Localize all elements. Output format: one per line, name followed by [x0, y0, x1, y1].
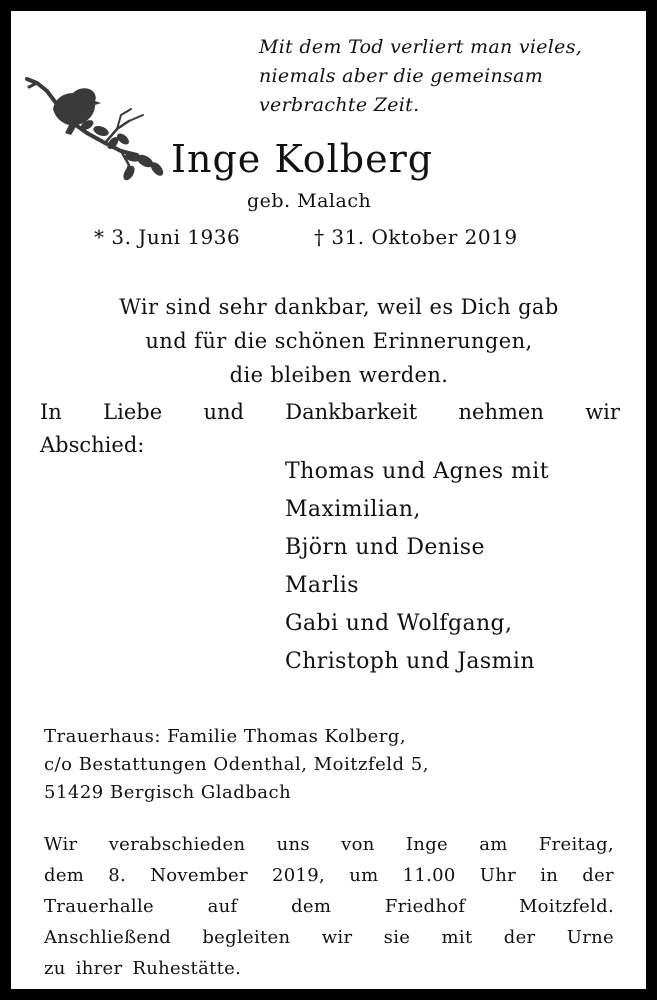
- ceremony-word: Uhr: [479, 865, 517, 886]
- birth-name: geb. Malach: [247, 190, 372, 212]
- ceremony-word: begleiten: [202, 927, 291, 948]
- ceremony-word: mit: [441, 927, 473, 948]
- ceremony-word: Friedhof: [384, 896, 466, 917]
- ceremony-word: der: [503, 927, 536, 948]
- memorial-quote: [259, 33, 629, 120]
- farewell-line: Abschied:: [40, 433, 145, 457]
- farewell-word: und: [203, 400, 244, 424]
- death-date: † 31. Oktober 2019: [314, 225, 518, 249]
- ceremony-word: dem: [44, 865, 85, 886]
- family-member: Christoph und Jasmin: [285, 649, 535, 674]
- gratitude-text: [41, 290, 637, 392]
- bird-on-branch-icon: [25, 77, 173, 189]
- ceremony-word: Ruhestätte.: [132, 958, 242, 979]
- gratitude-line: Wir sind sehr dankbar, weil es Dich gab: [119, 295, 559, 319]
- ceremony-word: in: [540, 865, 559, 886]
- farewell-word: nehmen: [458, 400, 544, 424]
- ceremony-line: [44, 922, 614, 953]
- ceremony-line: [44, 891, 614, 922]
- ceremony-line: [44, 953, 614, 984]
- ceremony-word: wir: [321, 927, 353, 948]
- mourning-house-address: [44, 723, 429, 807]
- ceremony-word: sie: [383, 927, 411, 948]
- ceremony-word: Inge: [405, 834, 448, 855]
- farewell-word: Dankbarkeit: [285, 400, 418, 424]
- family-member: Marlis: [285, 573, 359, 598]
- address-line: 51429 Bergisch Gladbach: [44, 782, 292, 803]
- ceremony-word: der: [582, 865, 614, 886]
- quote-line: verbrachte Zeit.: [259, 94, 420, 116]
- family-member: Thomas und Agnes mit: [285, 459, 549, 484]
- ceremony-word: 11.00: [402, 865, 456, 886]
- ceremony-word: ihrer: [75, 958, 123, 979]
- family-member: Björn und Denise: [285, 535, 485, 560]
- ceremony-word: um: [349, 865, 379, 886]
- quote-line: niemals aber die gemeinsam: [259, 65, 544, 87]
- ceremony-word: von: [341, 834, 375, 855]
- ceremony-word: Anschließend: [44, 927, 172, 948]
- ceremony-word: dem: [291, 896, 332, 917]
- quote-line: Mit dem Tod verliert man vieles,: [259, 36, 583, 58]
- ceremony-word: Moitzfeld.: [518, 896, 614, 917]
- birth-date: * 3. Juni 1936: [94, 225, 241, 249]
- ceremony-word: 8.: [108, 865, 127, 886]
- ceremony-word: Urne: [566, 927, 614, 948]
- farewell-word: Liebe: [103, 400, 163, 424]
- farewell-word: wir: [585, 400, 620, 424]
- ceremony-word: 2019,: [272, 865, 326, 886]
- ceremony-word: verabschieden: [108, 834, 246, 855]
- farewell-line: [40, 396, 620, 429]
- gratitude-line: und für die schönen Erinnerungen,: [145, 329, 533, 353]
- ceremony-word: Freitag,: [538, 834, 614, 855]
- address-line: Trauerhaus: Familie Thomas Kolberg,: [44, 726, 407, 747]
- family-member: Gabi und Wolfgang,: [285, 611, 513, 636]
- ceremony-word: Wir: [44, 834, 78, 855]
- family-list: [285, 453, 549, 681]
- gratitude-line: die bleiben werden.: [229, 363, 449, 387]
- address-line: c/o Bestattungen Odenthal, Moitzfeld 5,: [44, 754, 429, 775]
- ceremony-line: [44, 860, 614, 891]
- ceremony-word: am: [479, 834, 508, 855]
- family-member: Maximilian,: [285, 497, 421, 522]
- ceremony-word: November: [150, 865, 248, 886]
- ceremony-word: Trauerhalle: [44, 896, 154, 917]
- ceremony-info: [44, 829, 614, 984]
- ceremony-word: zu: [44, 958, 66, 979]
- ceremony-line: [44, 829, 614, 860]
- ceremony-word: auf: [207, 896, 238, 917]
- deceased-name: Inge Kolberg: [171, 137, 434, 181]
- farewell-word: In: [40, 400, 62, 424]
- ceremony-word: uns: [276, 834, 310, 855]
